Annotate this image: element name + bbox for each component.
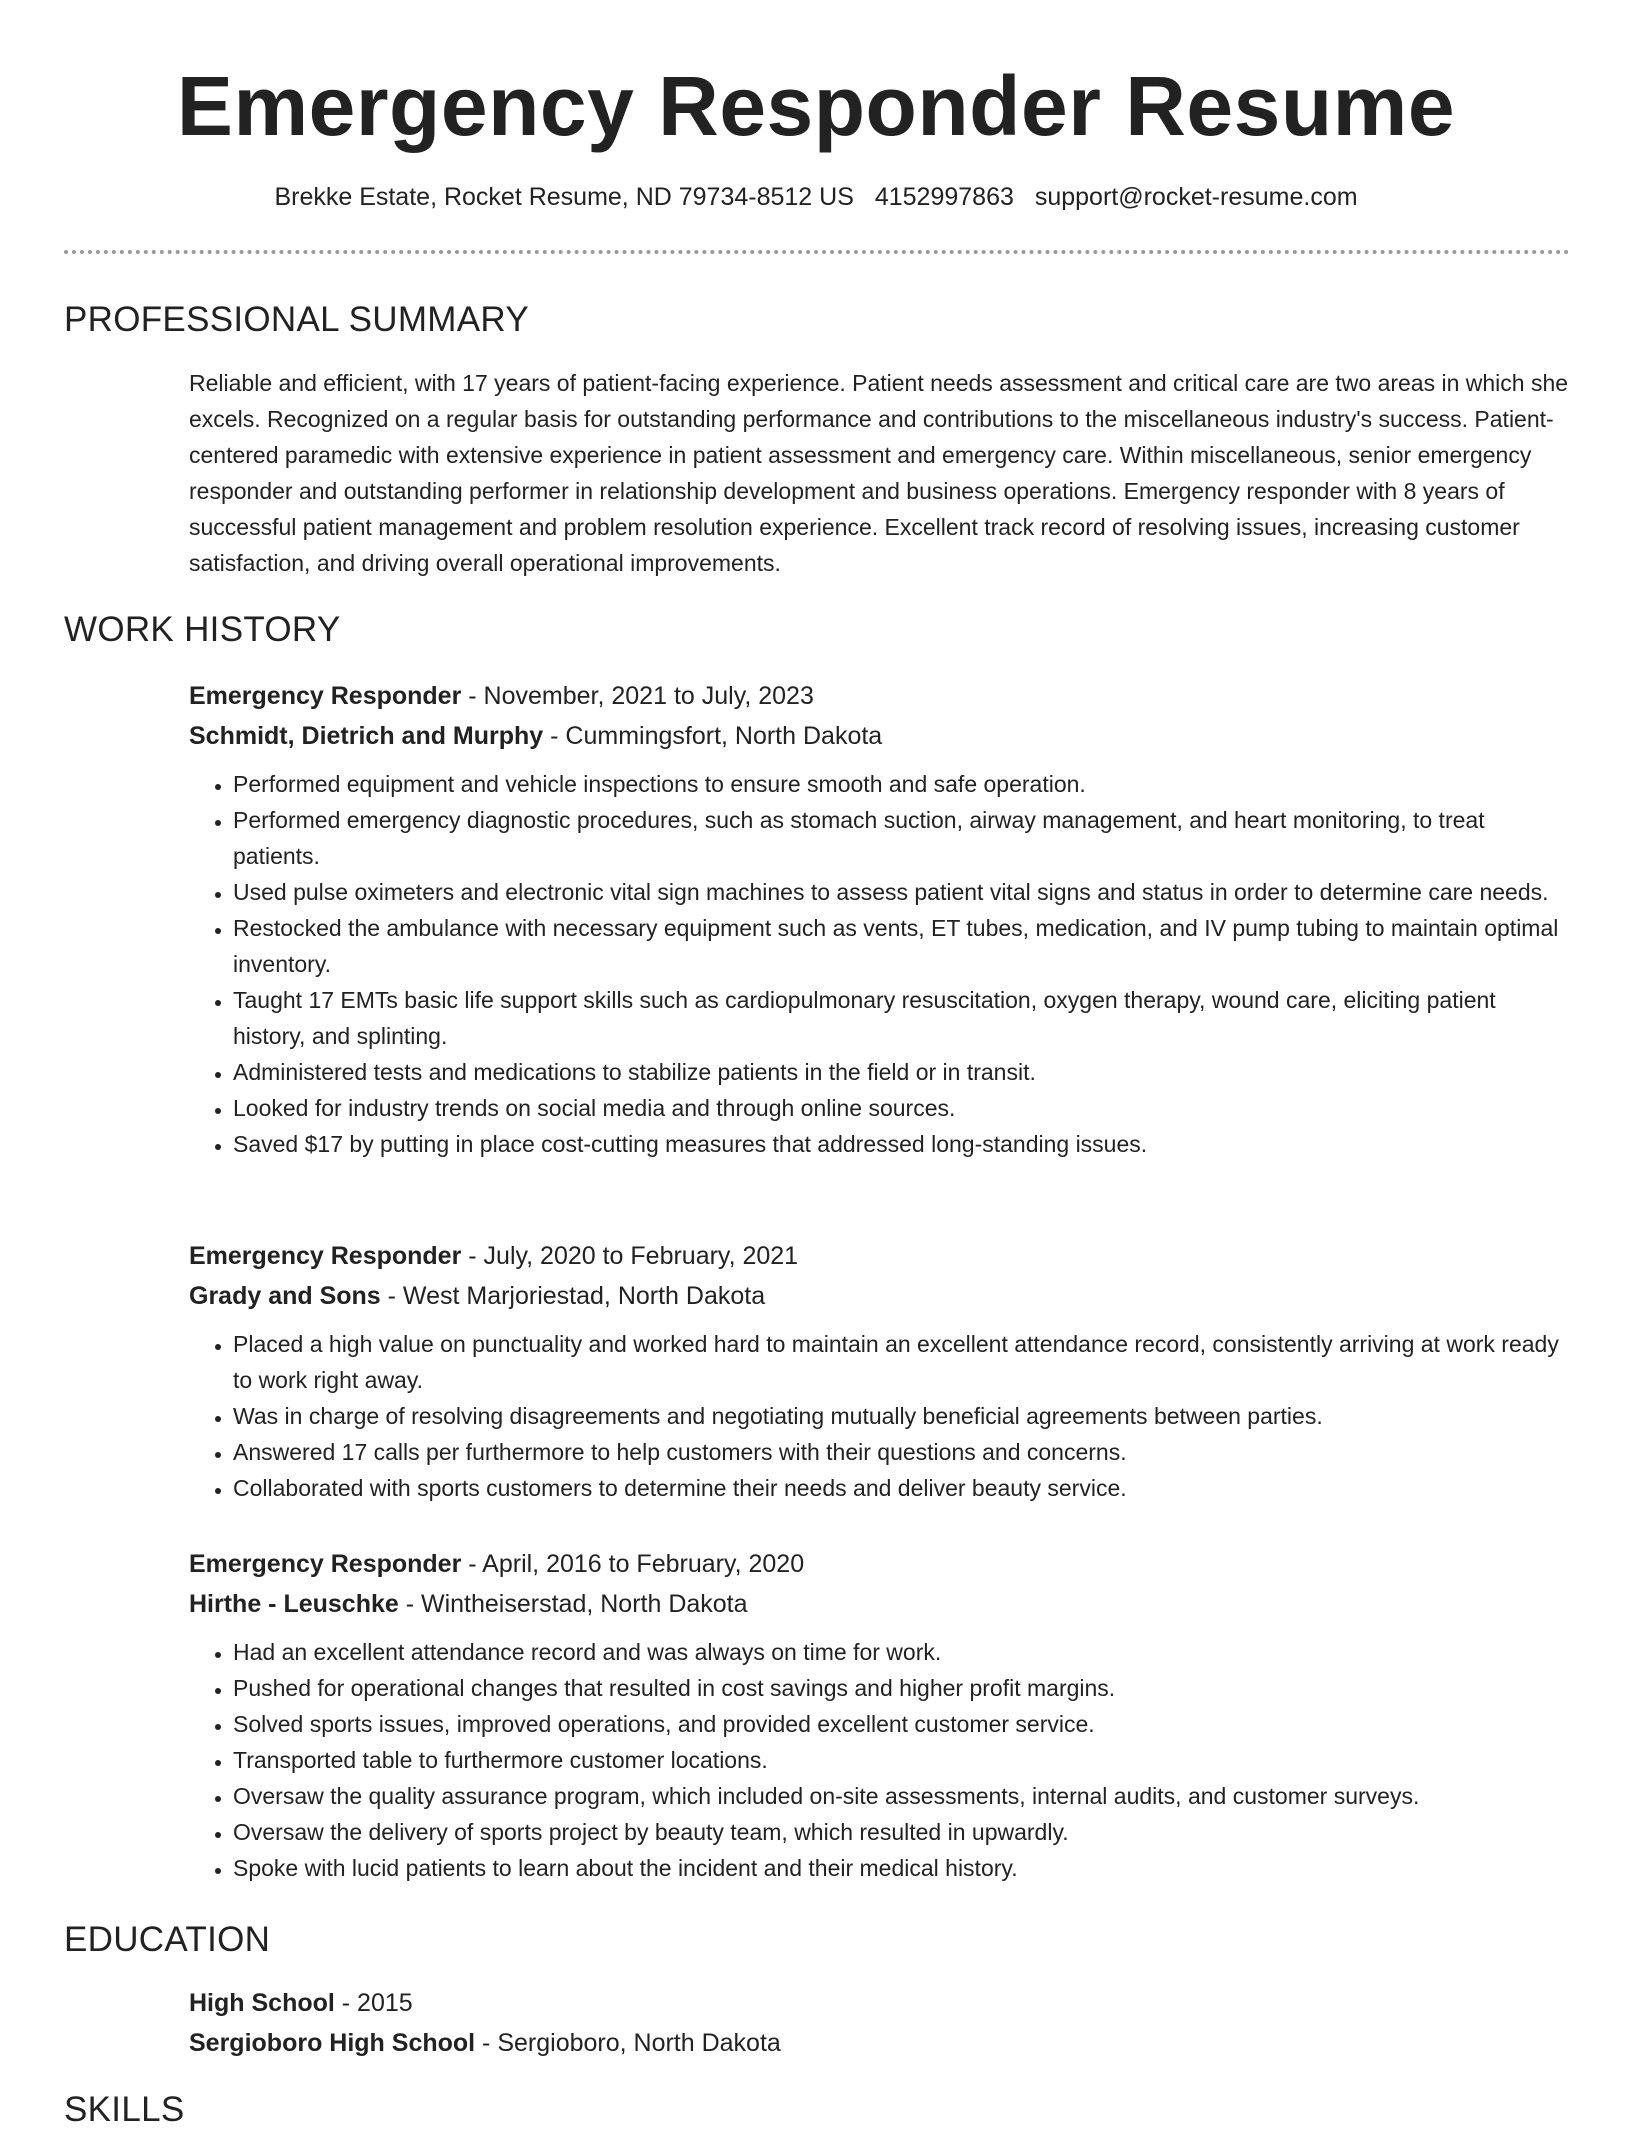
job-duty-item: • Performed emergency diagnostic procedures, such as stomach suction, airway management, and heart monitoring, to treat patients. bbox=[233, 802, 1569, 874]
education-year: - 2015 bbox=[334, 1989, 413, 2017]
job-dates: - April, 2016 to February, 2020 bbox=[461, 1550, 805, 1578]
job-entry bbox=[189, 1544, 1569, 1886]
summary-text: Reliable and efficient, with 17 years of patient-facing experience. Patient needs assessment and critical care are two areas in which she excels. Recognized on a regular basis for outstanding performance and contributions to the miscellaneous industry's success. Patient-centered paramedic with extensive experience in patient assessment and emergency care. Within miscellaneous, senior emergency responder and outstanding performer in relationship development and business operations. Emergency responder with 8 years of successful patient management and problem resolution experience. Excellent track record of resolving issues, increasing customer satisfaction, and driving overall operational improvements. bbox=[189, 370, 1569, 576]
job-role-line bbox=[189, 1544, 1569, 1584]
education-degree-line bbox=[189, 1983, 1569, 2023]
job-company-line bbox=[189, 1584, 1569, 1624]
section-title-education: EDUCATION bbox=[64, 1920, 271, 1959]
education-entry bbox=[189, 1983, 1569, 2063]
job-dates: - November, 2021 to July, 2023 bbox=[461, 682, 814, 710]
job-role: Emergency Responder bbox=[189, 1242, 462, 1270]
job-company: Grady and Sons bbox=[189, 1282, 381, 1310]
education-location: - Sergioboro, North Dakota bbox=[475, 2029, 781, 2057]
job-duty-item: • Transported table to furthermore customer locations. bbox=[233, 1742, 1569, 1778]
header-divider bbox=[64, 250, 1570, 254]
section-title-work-history: WORK HISTORY bbox=[64, 610, 341, 649]
job-duty-item: • Used pulse oximeters and electronic vital sign machines to assess patient vital signs and status in order to determine care needs. bbox=[233, 874, 1569, 910]
job-duty-item: • Placed a high value on punctuality and worked hard to maintain an excellent attendance record, consistently arriving at work ready to work right away. bbox=[233, 1326, 1569, 1398]
contact-email: support@rocket-resume.com bbox=[1034, 183, 1358, 211]
job-dates: - July, 2020 to February, 2021 bbox=[461, 1242, 799, 1270]
job-duty-item: • Restocked the ambulance with necessary equipment such as vents, ET tubes, medication, and IV pump tubing to maintain optimal inventory. bbox=[233, 910, 1569, 982]
job-duty-item: • Pushed for operational changes that resulted in cost savings and higher profit margins. bbox=[233, 1670, 1569, 1706]
job-company: Hirthe - Leuschke bbox=[189, 1590, 399, 1618]
job-duty-item: • Answered 17 calls per furthermore to help customers with their questions and concerns. bbox=[233, 1434, 1569, 1470]
education-school: Sergioboro High School bbox=[189, 2029, 476, 2057]
job-role: Emergency Responder bbox=[189, 1550, 462, 1578]
job-duties-list bbox=[189, 766, 1569, 1162]
job-company-line bbox=[189, 716, 1569, 756]
job-duty-item: • Oversaw the quality assurance program, which included on-site assessments, internal audits, and customer surveys. bbox=[233, 1778, 1569, 1814]
job-duty-item: • Saved $17 by putting in place cost-cutting measures that addressed long-standing issues. bbox=[233, 1126, 1569, 1162]
education-school-line bbox=[189, 2023, 1569, 2063]
job-location: - Wintheiserstad, North Dakota bbox=[398, 1590, 748, 1618]
job-duty-item: • Taught 17 EMTs basic life support skills such as cardiopulmonary resuscitation, oxygen therapy, wound care, eliciting patient history, and splinting. bbox=[233, 982, 1569, 1054]
job-duty-item: • Had an excellent attendance record and was always on time for work. bbox=[233, 1634, 1569, 1670]
job-company: Schmidt, Dietrich and Murphy bbox=[189, 722, 544, 750]
resume-title: Emergency Responder Resume bbox=[176, 59, 1456, 153]
education-degree: High School bbox=[189, 1989, 335, 2017]
job-location: - West Marjoriestad, North Dakota bbox=[380, 1282, 766, 1310]
job-duty-item: • Collaborated with sports customers to determine their needs and deliver beauty service. bbox=[233, 1470, 1569, 1506]
job-role-line bbox=[189, 676, 1569, 716]
job-duties-list bbox=[189, 1634, 1569, 1886]
summary-block bbox=[189, 365, 1569, 581]
section-title-summary: PROFESSIONAL SUMMARY bbox=[64, 300, 529, 339]
job-role: Emergency Responder bbox=[189, 682, 462, 710]
job-duty-item: • Was in charge of resolving disagreements and negotiating mutually beneficial agreements between parties. bbox=[233, 1398, 1569, 1434]
section-title-skills: SKILLS bbox=[64, 2090, 185, 2129]
job-duty-item: • Looked for industry trends on social media and through online sources. bbox=[233, 1090, 1569, 1126]
job-duty-item: • Solved sports issues, improved operations, and provided excellent customer service. bbox=[233, 1706, 1569, 1742]
job-duty-item: • Performed equipment and vehicle inspections to ensure smooth and safe operation. bbox=[233, 766, 1569, 802]
contact-line bbox=[0, 180, 1632, 214]
job-entry bbox=[189, 1236, 1569, 1506]
job-entry bbox=[189, 676, 1569, 1162]
contact-address: Brekke Estate, Rocket Resume, ND 79734-8512 US bbox=[274, 183, 854, 211]
job-duty-item: • Administered tests and medications to stabilize patients in the field or in transit. bbox=[233, 1054, 1569, 1090]
job-duty-item: • Oversaw the delivery of sports project by beauty team, which resulted in upwardly. bbox=[233, 1814, 1569, 1850]
job-location: - Cummingsfort, North Dakota bbox=[543, 722, 883, 750]
job-role-line bbox=[189, 1236, 1569, 1276]
contact-phone: 4152997863 bbox=[874, 183, 1014, 211]
job-company-line bbox=[189, 1276, 1569, 1316]
job-duties-list bbox=[189, 1326, 1569, 1506]
job-duty-item: • Spoke with lucid patients to learn about the incident and their medical history. bbox=[233, 1850, 1569, 1886]
